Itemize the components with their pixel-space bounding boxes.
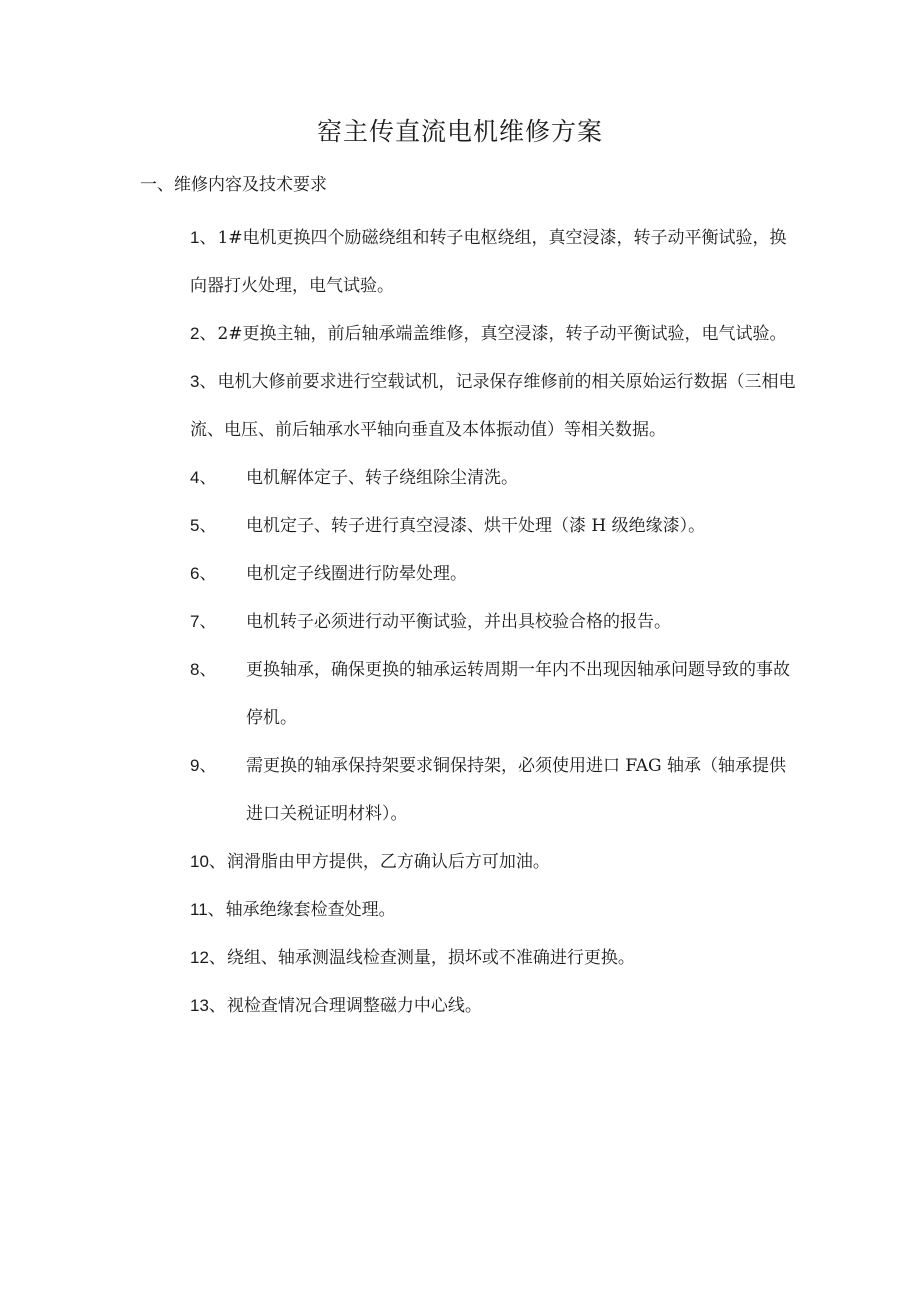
item-number: 13、 [190,996,226,1015]
item-number: 1、 [190,228,217,247]
item-number: 2、 [190,324,217,343]
list-item [190,982,800,1030]
item-text: 轴承绝缘套检查处理。 [225,900,396,920]
item-text: 绕组、轴承测温线检查测量，损坏或不准确进行更换。 [226,948,635,968]
list-item [190,886,800,934]
item-number: 12、 [190,948,226,967]
list-item [190,838,800,886]
list-item [190,358,800,454]
list-item [190,214,800,310]
list-item [190,598,800,646]
item-text: 2#更换主轴，前后轴承端盖维修，真空浸漆，转子动平衡试验，电气试验。 [217,324,787,344]
item-text: 更换轴承，确保更换的轴承运转周期一年内不出现因轴承问题导致的事故停机。 [246,660,790,728]
item-number: 5、 [190,516,217,535]
item-number: 8、 [190,660,217,679]
item-text: 视检查情况合理调整磁力中心线。 [226,996,482,1016]
item-text: 电机转子必须进行动平衡试验，并出具校验合格的报告。 [246,612,671,632]
section-heading: 一、维修内容及技术要求 [140,175,327,195]
requirements-list [190,214,800,1030]
list-item [190,742,800,838]
list-item [190,454,800,502]
item-number: 4、 [190,468,217,487]
list-item [190,646,800,742]
item-text: 1#电机更换四个励磁绕组和转子电枢绕组，真空浸漆，转子动平衡试验，换向器打火处理，电气试验。 [190,228,787,296]
item-number: 7、 [190,612,217,631]
item-text: 电机定子、转子进行真空浸漆、烘干处理（漆 H 级绝缘漆）。 [246,516,706,536]
item-text: 电机大修前要求进行空载试机，记录保存维修前的相关原始运行数据（三相电流、电压、前后轴承水平轴向垂直及本体振动值）等相关数据。 [190,372,796,440]
item-number: 3、 [190,372,217,391]
list-item [190,934,800,982]
list-item [190,310,800,358]
document-title: 窑主传直流电机维修方案 [316,117,603,146]
item-number: 11、 [190,900,225,919]
item-text: 电机解体定子、转子绕组除尘清洗。 [246,468,518,488]
list-item [190,502,800,550]
item-text: 需更换的轴承保持架要求铜保持架，必须使用进口 FAG 轴承（轴承提供进口关税证明材料）。 [246,756,786,824]
item-text: 润滑脂由甲方提供，乙方确认后方可加油。 [226,852,550,872]
item-number: 10、 [190,852,226,871]
item-number: 9、 [190,756,217,775]
item-number: 6、 [190,564,217,583]
item-text: 电机定子线圈进行防晕处理。 [246,564,467,584]
list-item [190,550,800,598]
